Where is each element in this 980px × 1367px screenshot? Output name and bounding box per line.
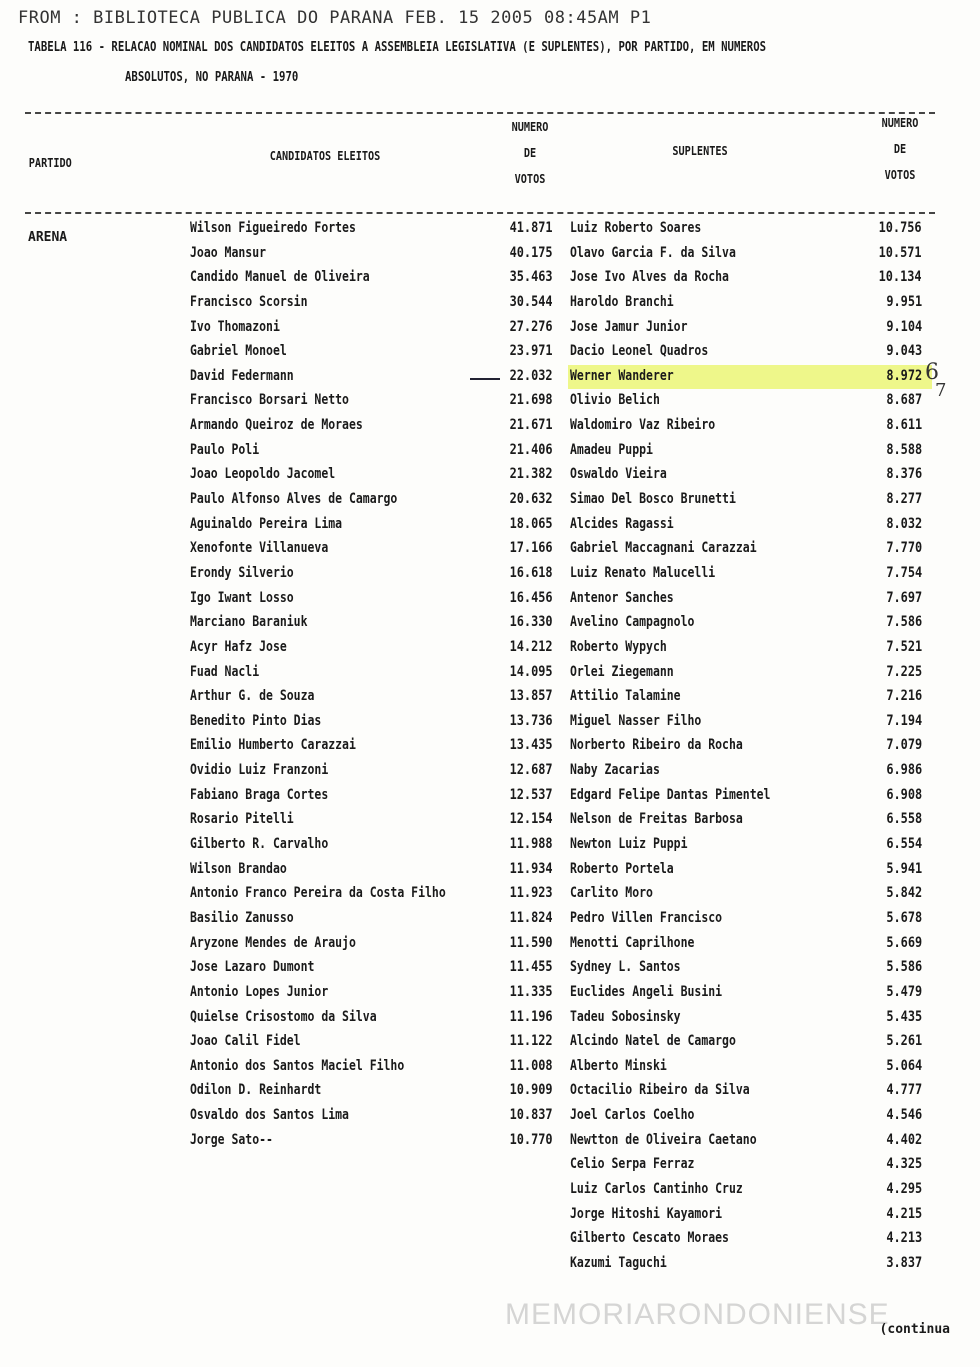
substitute-name: Miguel Nasser Filho	[570, 712, 702, 729]
elected-name: Francisco Scorsin	[190, 293, 308, 310]
party-label: ARENA	[28, 230, 68, 245]
elected-votes: 18.065	[510, 515, 553, 532]
elected-name: Xenofonte Villanueva	[190, 540, 329, 557]
substitute-votes: 8.972	[886, 367, 922, 384]
substitute-votes: 7.521	[886, 638, 922, 655]
elected-name: Francisco Borsari Netto	[190, 392, 349, 409]
elected-name: Rosario Pitelli	[190, 811, 294, 828]
elected-name: Aryzone Mendes de Araujo	[190, 934, 356, 951]
elected-name: Benedito Pinto Dias	[190, 712, 322, 729]
handwritten-note: 6	[925, 360, 939, 385]
substitute-name: Alcides Ragassi	[570, 515, 674, 532]
table-row	[0, 906, 980, 931]
elected-votes: 14.095	[510, 663, 553, 680]
substitute-votes: 7.216	[886, 688, 922, 705]
substitute-name: Menotti Caprilhone	[570, 934, 695, 951]
elected-votes: 16.618	[510, 564, 553, 581]
table-row	[0, 1128, 980, 1153]
continua-note: (continua	[879, 1322, 950, 1337]
substitute-name: Antenor Sanches	[570, 589, 674, 606]
substitute-votes: 5.842	[886, 885, 922, 902]
substitute-votes: 5.941	[886, 860, 922, 877]
elected-name: Antonio Lopes Junior	[190, 983, 329, 1000]
table-row	[0, 1202, 980, 1227]
elected-votes: 10.770	[510, 1131, 553, 1148]
elected-votes: 41.871	[510, 220, 553, 236]
table-row	[0, 339, 980, 364]
substitute-votes: 6.554	[886, 836, 922, 853]
elected-name: Candido Manuel de Oliveira	[190, 269, 370, 286]
table-row	[0, 709, 980, 734]
handwritten-dash	[470, 378, 500, 380]
elected-name: Aguinaldo Pereira Lima	[190, 515, 343, 532]
substitute-votes: 4.546	[886, 1107, 922, 1124]
elected-name: Quielse Crisostomo da Silva	[190, 1008, 377, 1025]
table-row	[0, 1103, 980, 1128]
substitute-name: Luiz Roberto Soares	[570, 220, 702, 236]
elected-votes: 12.154	[510, 811, 553, 828]
elected-votes: 27.276	[510, 318, 553, 335]
substitute-name: Norberto Ribeiro da Rocha	[570, 737, 743, 754]
elected-name: Paulo Alfonso Alves de Camargo	[190, 491, 398, 508]
elected-name: Antonio dos Santos Maciel Filho	[190, 1057, 405, 1074]
elected-votes: 11.590	[510, 934, 553, 951]
table-row	[0, 438, 980, 463]
elected-name: Fuad Nacli	[190, 663, 260, 680]
elected-name: Paulo Poli	[190, 441, 260, 458]
substitute-votes: 6.986	[886, 762, 922, 779]
header-text: DE	[523, 146, 537, 160]
elected-name: Gabriel Monoel	[190, 343, 287, 360]
elected-votes: 10.909	[510, 1082, 553, 1099]
header-text: NUMERO	[511, 120, 549, 134]
substitute-votes: 8.687	[886, 392, 922, 409]
substitute-name: Euclides Angeli Busini	[570, 983, 723, 1000]
table-row	[0, 315, 980, 340]
substitute-votes: 8.611	[886, 417, 922, 434]
substitute-name: Nelson de Freitas Barbosa	[570, 811, 743, 828]
elected-name: Wilson Figueiredo Fortes	[190, 220, 356, 236]
header-text: NUMERO	[881, 116, 919, 130]
elected-votes: 12.687	[510, 762, 553, 779]
table-row	[0, 857, 980, 882]
substitute-name: Luiz Carlos Cantinho Cruz	[570, 1180, 743, 1197]
elected-votes: 21.698	[510, 392, 553, 409]
substitute-name: Pedro Villen Francisco	[570, 909, 723, 926]
substitute-votes: 4.213	[886, 1230, 922, 1247]
substitute-votes: 9.104	[886, 318, 922, 335]
table-row	[0, 931, 980, 956]
table-row	[0, 241, 980, 266]
substitute-name: Luiz Renato Malucelli	[570, 564, 716, 581]
elected-name: Joao Leopoldo Jacomel	[190, 466, 336, 483]
table-row	[0, 1251, 980, 1276]
elected-votes: 11.455	[510, 959, 553, 976]
substitute-votes: 9.951	[886, 293, 922, 310]
substitute-votes: 5.435	[886, 1008, 922, 1025]
elected-name: Acyr Hafz Jose	[190, 638, 287, 655]
elected-name: Osvaldo dos Santos Lima	[190, 1107, 349, 1124]
table-title: TABELA 116 - RELACAO NOMINAL DOS CANDIDATOS ELEITOS A ASSEMBLEIA LEGISLATIVA (E SUPLENTES), POR PARTIDO, EM NUMEROS	[28, 40, 767, 55]
table-row	[0, 1054, 980, 1079]
substitute-name: Olavo Garcia F. da Silva	[570, 244, 736, 261]
substitute-name: Orlei Ziegemann	[570, 663, 674, 680]
substitute-votes: 10.756	[879, 220, 922, 236]
substitute-name: Sydney L. Santos	[570, 959, 681, 976]
substitute-votes: 5.586	[886, 959, 922, 976]
substitute-name: Werner Wanderer	[570, 367, 674, 384]
watermark: MEMORIARONDONIENSE	[505, 1298, 890, 1331]
substitute-name: Carlito Moro	[570, 885, 653, 902]
substitute-votes: 4.325	[886, 1156, 922, 1173]
substitute-name: Tadeu Sobosinsky	[570, 1008, 681, 1025]
header-eleitos: CANDIDATOS ELEITOS	[269, 149, 381, 163]
substitute-name: Newtton de Oliveira Caetano	[570, 1131, 757, 1148]
header-votos-eleitos	[505, 114, 556, 192]
header-suplentes: SUPLENTES	[672, 144, 728, 158]
table-row	[0, 290, 980, 315]
elected-votes: 30.544	[510, 293, 553, 310]
elected-name: Joao Calil Fidel	[190, 1033, 301, 1050]
substitute-votes: 8.032	[886, 515, 922, 532]
elected-votes: 21.671	[510, 417, 553, 434]
substitute-votes: 5.261	[886, 1033, 922, 1050]
header-votos-suplentes	[875, 110, 926, 188]
elected-name: Marciano Baraniuk	[190, 614, 308, 631]
substitute-votes: 8.277	[886, 491, 922, 508]
table-row	[0, 388, 980, 413]
substitute-votes: 5.064	[886, 1057, 922, 1074]
substitute-votes: 4.295	[886, 1180, 922, 1197]
table-row	[0, 1078, 980, 1103]
substitute-name: Gabriel Maccagnani Carazzai	[570, 540, 757, 557]
elected-name: Igo Iwant Losso	[190, 589, 294, 606]
substitute-votes: 6.558	[886, 811, 922, 828]
table-row	[0, 980, 980, 1005]
elected-name: Emilio Humberto Carazzai	[190, 737, 356, 754]
elected-votes: 40.175	[510, 244, 553, 261]
substitute-name: Gilberto Cescato Moraes	[570, 1230, 729, 1247]
elected-votes: 21.382	[510, 466, 553, 483]
elected-votes: 11.923	[510, 885, 553, 902]
table-row	[0, 758, 980, 783]
elected-name: Wilson Brandao	[190, 860, 287, 877]
elected-votes: 11.196	[510, 1008, 553, 1025]
substitute-votes: 6.908	[886, 786, 922, 803]
substitute-votes: 10.134	[879, 269, 922, 286]
table-row	[0, 955, 980, 980]
elected-votes: 10.837	[510, 1107, 553, 1124]
substitute-votes: 8.588	[886, 441, 922, 458]
elected-votes: 12.537	[510, 786, 553, 803]
substitute-votes: 7.225	[886, 663, 922, 680]
elected-votes: 35.463	[510, 269, 553, 286]
substitute-name: Newton Luiz Puppi	[570, 836, 688, 853]
elected-name: Arthur G. de Souza	[190, 688, 315, 705]
substitute-votes: 7.754	[886, 564, 922, 581]
substitute-name: Olivio Belich	[570, 392, 660, 409]
substitute-votes: 7.079	[886, 737, 922, 754]
elected-votes: 23.971	[510, 343, 553, 360]
substitute-name: Jorge Hitoshi Kayamori	[570, 1205, 723, 1222]
table-row	[0, 364, 980, 389]
substitute-votes: 5.678	[886, 909, 922, 926]
substitute-name: Roberto Portela	[570, 860, 674, 877]
handwritten-note: 7	[935, 380, 947, 401]
table-row	[0, 1177, 980, 1202]
elected-votes: 11.335	[510, 983, 553, 1000]
substitute-name: Kazumi Taguchi	[570, 1254, 667, 1271]
elected-votes: 13.857	[510, 688, 553, 705]
table-row	[0, 1152, 980, 1177]
substitute-votes: 3.837	[886, 1254, 922, 1271]
elected-votes: 21.406	[510, 441, 553, 458]
table-row	[0, 733, 980, 758]
table-title-line2: ABSOLUTOS, NO PARANA - 1970	[125, 70, 299, 85]
substitute-name: Jose Jamur Junior	[570, 318, 688, 335]
substitute-name: Oswaldo Vieira	[570, 466, 667, 483]
substitute-name: Alberto Minski	[570, 1057, 667, 1074]
elected-name: Jose Lazaro Dumont	[190, 959, 315, 976]
substitute-votes: 4.215	[886, 1205, 922, 1222]
elected-name: Odilon D. Reinhardt	[190, 1082, 322, 1099]
elected-name: Fabiano Braga Cortes	[190, 786, 329, 803]
elected-name: Ovidio Luiz Franzoni	[190, 762, 329, 779]
elected-name: Basilio Zanusso	[190, 909, 294, 926]
elected-votes: 22.032	[510, 367, 553, 384]
elected-votes: 13.736	[510, 712, 553, 729]
substitute-name: Waldomiro Vaz Ribeiro	[570, 417, 716, 434]
substitute-votes: 7.194	[886, 712, 922, 729]
substitute-name: Roberto Wypych	[570, 638, 667, 655]
elected-votes: 11.934	[510, 860, 553, 877]
table-row	[0, 216, 980, 241]
header-top-rule	[25, 112, 935, 114]
substitute-votes: 10.571	[879, 244, 922, 261]
elected-votes: 17.166	[510, 540, 553, 557]
substitute-name: Simao Del Bosco Brunetti	[570, 491, 736, 508]
table-row	[0, 684, 980, 709]
table-row	[0, 1005, 980, 1030]
header-partido: PARTIDO	[28, 156, 72, 170]
elected-votes: 11.988	[510, 836, 553, 853]
table-row	[0, 487, 980, 512]
substitute-votes: 5.669	[886, 934, 922, 951]
substitute-votes: 4.777	[886, 1082, 922, 1099]
table-row	[0, 462, 980, 487]
elected-votes: 11.008	[510, 1057, 553, 1074]
substitute-votes: 7.697	[886, 589, 922, 606]
table-row	[0, 265, 980, 290]
elected-votes: 20.632	[510, 491, 553, 508]
substitute-name: Haroldo Branchi	[570, 293, 674, 310]
header-bottom-rule	[25, 212, 935, 214]
table-row	[0, 783, 980, 808]
elected-name: Ivo Thomazoni	[190, 318, 280, 335]
elected-name: Jorge Sato--	[190, 1131, 273, 1148]
substitute-name: Octacilio Ribeiro da Silva	[570, 1082, 750, 1099]
elected-votes: 16.330	[510, 614, 553, 631]
substitute-votes: 4.402	[886, 1131, 922, 1148]
table-row	[0, 660, 980, 685]
results-table	[0, 216, 980, 1276]
table-row	[0, 807, 980, 832]
substitute-name: Naby Zacarias	[570, 762, 660, 779]
table-row	[0, 832, 980, 857]
substitute-name: Jose Ivo Alves da Rocha	[570, 269, 729, 286]
table-row	[0, 586, 980, 611]
header-text: VOTOS	[514, 172, 546, 186]
elected-votes: 11.122	[510, 1033, 553, 1050]
elected-votes: 13.435	[510, 737, 553, 754]
elected-name: Erondy Silverio	[190, 564, 294, 581]
substitute-name: Celio Serpa Ferraz	[570, 1156, 695, 1173]
header-text: DE	[893, 142, 907, 156]
table-row	[0, 881, 980, 906]
substitute-votes: 7.770	[886, 540, 922, 557]
fax-header: FROM : BIBLIOTECA PUBLICA DO PARANA FEB. 15 2005 08:45AM P1	[18, 8, 652, 28]
substitute-name: Edgard Felipe Dantas Pimentel	[570, 786, 771, 803]
elected-votes: 14.212	[510, 638, 553, 655]
substitute-votes: 5.479	[886, 983, 922, 1000]
substitute-votes: 8.376	[886, 466, 922, 483]
substitute-name: Attilio Talamine	[570, 688, 681, 705]
table-row	[0, 635, 980, 660]
table-row	[0, 536, 980, 561]
table-row	[0, 1029, 980, 1054]
elected-name: Antonio Franco Pereira da Costa Filho	[190, 885, 446, 902]
elected-name: Armando Queiroz de Moraes	[190, 417, 363, 434]
elected-votes: 11.824	[510, 909, 553, 926]
substitute-name: Amadeu Puppi	[570, 441, 653, 458]
elected-votes: 16.456	[510, 589, 553, 606]
substitute-name: Avelino Campagnolo	[570, 614, 695, 631]
elected-name: Joao Mansur	[190, 244, 267, 261]
table-row	[0, 561, 980, 586]
table-row	[0, 1226, 980, 1251]
substitute-name: Joel Carlos Coelho	[570, 1107, 695, 1124]
substitute-name: Dacio Leonel Quadros	[570, 343, 709, 360]
table-row	[0, 413, 980, 438]
substitute-votes: 7.586	[886, 614, 922, 631]
substitute-name: Alcindo Natel de Camargo	[570, 1033, 736, 1050]
elected-name: David Federmann	[190, 367, 294, 384]
elected-name: Gilberto R. Carvalho	[190, 836, 329, 853]
substitute-votes: 9.043	[886, 343, 922, 360]
table-row	[0, 512, 980, 537]
header-text: VOTOS	[884, 168, 916, 182]
table-row	[0, 610, 980, 635]
